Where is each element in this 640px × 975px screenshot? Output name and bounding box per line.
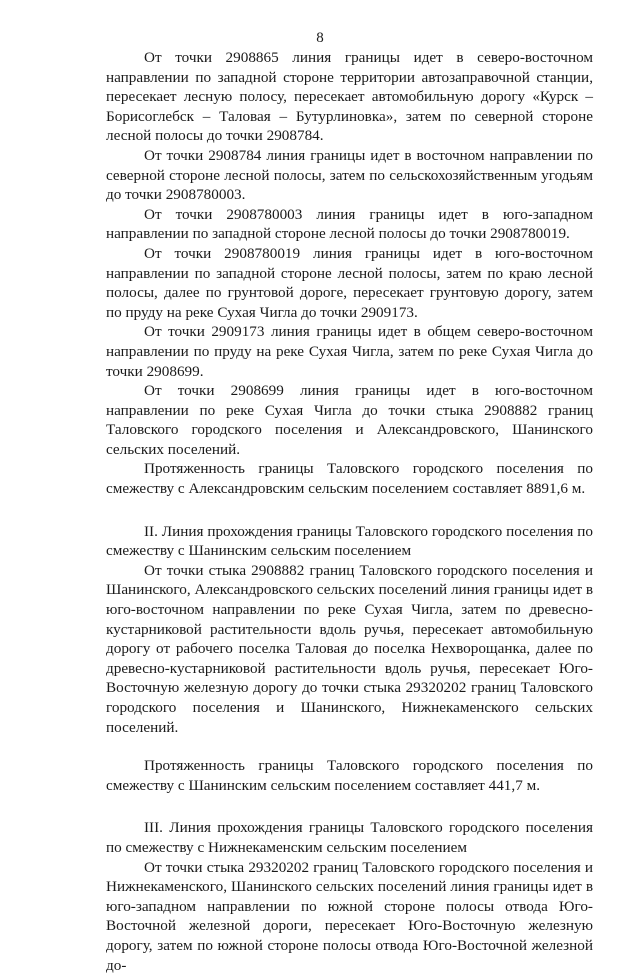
paragraph: От точки 2908780003 линия границы идет в юго-западном направлении по западной стороне лесной полосы до точки 2908780019. bbox=[106, 205, 593, 243]
paragraph: От точки стыка 29320202 границ Таловского городского поселения и Нижнекаменского, Шанинского сельских поселений линия границы идет в юго-западном направлении по южной стороне полосы отвода Юго-Восточной железной дороги, пересекает Юго-Восточную железную дорогу, затем по южной стороне полосы отвода Юго-Восточной железной до- bbox=[106, 858, 593, 974]
paragraph: От точки 2908699 линия границы идет в юго-восточном направлении по реке Сухая Чигла до точки стыка 2908882 границ Таловского городского поселения и Александровского, Шанинского сельских поселений. bbox=[106, 382, 593, 458]
paragraph: От точки 2908865 линия границы идет в северо-восточном направлении по западной стороне территории автозаправочной станции, пересекает лесную полосу, пересекает автомобильную дорогу «Курск – Борисоглебск – Таловая – Бутурлиновка», затем по северной стороне лесной полосы до точки 2908784. bbox=[106, 49, 593, 145]
paragraph: Протяженность границы Таловского городского поселения по смежеству с Шанинским сельским поселением составляет 441,7 м. bbox=[106, 757, 593, 794]
paragraph: Протяженность границы Таловского городского поселения по смежеству с Александровским сельским поселением составляет 8891,6 м. bbox=[106, 460, 593, 498]
page-number: 8 bbox=[316, 30, 324, 46]
paragraph: От точки 2908780019 линия границы идет в юго-восточном направлении по западной стороне лесной полосы, затем по краю лесной полосы, далее по грунтовой дороге, пересекает грунтовую дорогу, затем по пруду на реке Сухая Чигла до точки 2909173. bbox=[106, 244, 593, 321]
section-heading-2: II. Линия прохождения границы Таловского городского поселения по смежеству с Шанинским сельским поселением bbox=[106, 522, 593, 560]
document-body bbox=[106, 48, 593, 975]
paragraph: От точки 2909173 линия границы идет в общем северо-восточном направлении по пруду на реке Сухая Чигла, затем по реке Сухая Чигла до точки 2908699. bbox=[106, 323, 593, 380]
section-heading-3: III. Линия прохождения границы Таловского городского поселения по смежеству с Нижнекаменским сельским поселением bbox=[106, 819, 593, 856]
paragraph: От точки стыка 2908882 границ Таловского городского поселения и Шанинского, Александровского сельских поселений линия границы идет в юго-восточном направлении по реке Сухая Чигла, затем по древесно-кустарниковой растительности вдоль ручья, пересекает автомобильную дорогу от рабочего поселка Таловая до поселка Нехворощанка, далее по древесно-кустарниковой растительности вдоль ручья, пересекает Юго-Восточную железную дорогу до точки стыка 29320202 границ Таловского городского поселения и Шанинского, Нижнекаменского сельских поселений. bbox=[106, 561, 593, 736]
paragraph: От точки 2908784 линия границы идет в восточном направлении по северной стороне лесной полосы, затем по сельскохозяйственным угодьям до точки 2908780003. bbox=[106, 146, 593, 204]
